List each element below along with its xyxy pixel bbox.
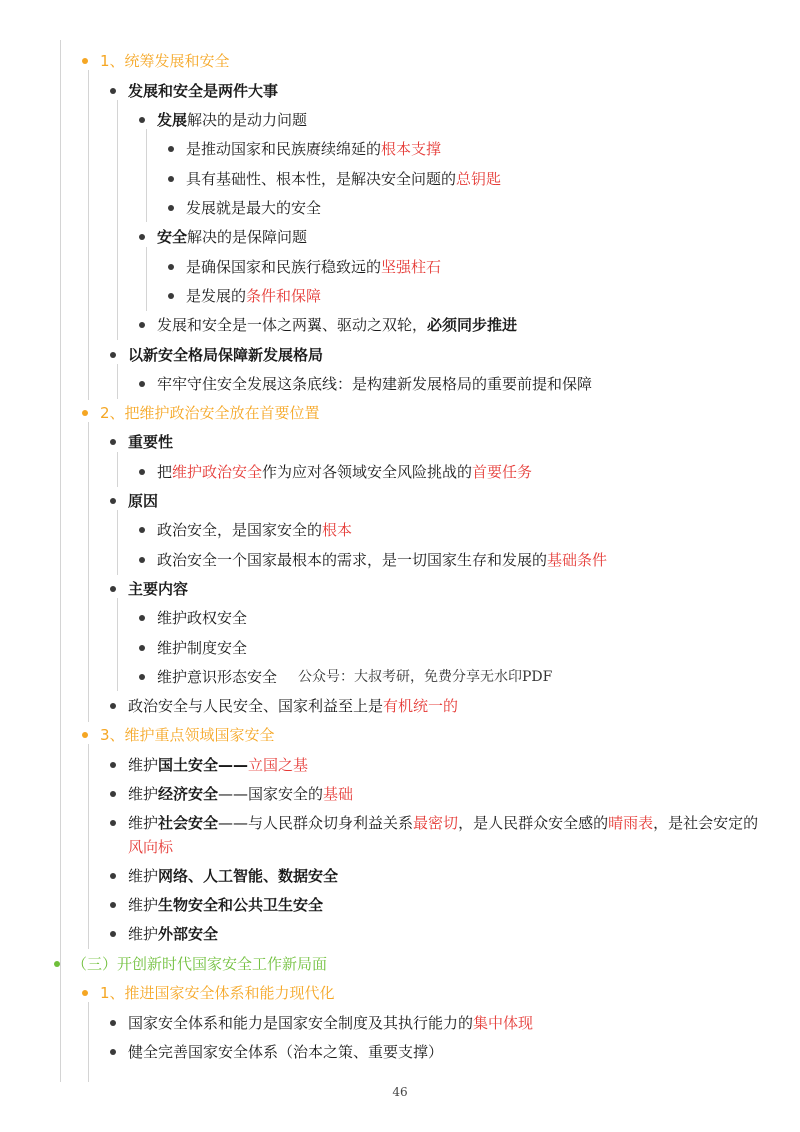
outline-item <box>100 981 335 1005</box>
outline-item <box>128 577 188 601</box>
item-text: 发展就是最大的安全 <box>186 199 322 217</box>
watermark-text: 公众号：大叔考研，免费分享无水印PDF <box>298 669 553 685</box>
outline-guide <box>88 70 89 400</box>
outline-item <box>157 548 607 572</box>
item-text: 网络、人工智能、数据安全 <box>158 867 339 885</box>
item-text: 条件和保障 <box>246 287 322 305</box>
outline-guide <box>117 364 118 399</box>
outline-guide <box>117 452 118 487</box>
outline-guide <box>88 744 89 949</box>
item-text: 维护 <box>128 925 159 943</box>
item-text: 国土安全—— <box>158 756 249 774</box>
outline-item <box>128 1011 533 1035</box>
outline-guide <box>60 40 61 1082</box>
outline-guide <box>117 100 118 340</box>
outline-item <box>128 922 218 946</box>
outline-item <box>128 430 173 454</box>
item-text: 解决的是动力问题 <box>187 111 308 129</box>
bullet-dot <box>168 264 174 270</box>
item-text: 发展和安全是两件大事 <box>128 82 279 100</box>
outline-item <box>128 753 308 777</box>
bullet-dot <box>139 674 145 680</box>
outline-guide <box>88 422 89 722</box>
item-text: 维护政治安全 <box>172 463 263 481</box>
outline-item <box>157 665 277 689</box>
bullet-dot <box>168 176 174 182</box>
item-text: 健全完善国家安全体系（治本之策、重要支撑） <box>128 1043 444 1061</box>
outline-item <box>186 137 441 161</box>
outline-item <box>72 952 327 976</box>
bullet-dot <box>139 322 145 328</box>
outline-guide <box>146 129 147 222</box>
outline-item <box>186 196 321 220</box>
item-text: 解决的是保障问题 <box>187 228 308 246</box>
bullet-dot <box>110 1020 116 1026</box>
outline-item <box>157 518 352 542</box>
item-text: 外部安全 <box>158 925 219 943</box>
item-text: 维护政权安全 <box>157 609 248 627</box>
item-text: 立国之基 <box>248 756 309 774</box>
bullet-dot <box>139 527 145 533</box>
item-text: 生物安全和公共卫生安全 <box>158 896 324 914</box>
bullet-dot <box>110 352 116 358</box>
outline-item <box>128 782 353 806</box>
item-text: 维护 <box>128 756 159 774</box>
bullet-dot <box>110 902 116 908</box>
item-text: 维护 <box>128 896 159 914</box>
page-number: 46 <box>392 1085 408 1099</box>
bullet-dot <box>139 469 145 475</box>
outline-item <box>157 108 307 132</box>
item-text: 重要性 <box>128 433 174 451</box>
bullet-dot <box>168 146 174 152</box>
item-text: 基础 <box>323 785 354 803</box>
outline-item <box>100 723 275 747</box>
outline-item <box>100 401 320 425</box>
item-text: ，是人民群众安全感的 <box>458 814 609 832</box>
outline-item <box>128 1040 443 1064</box>
outline-item <box>128 893 323 917</box>
outline-item <box>157 313 517 337</box>
outline-item <box>157 460 532 484</box>
outline-item <box>128 694 458 718</box>
item-text: 最密切 <box>413 814 459 832</box>
outline-guide <box>88 1002 89 1082</box>
outline-guide <box>117 598 118 691</box>
item-text: 发展 <box>157 111 188 129</box>
bullet-dot <box>110 873 116 879</box>
item-text: 政治安全，是国家安全的 <box>157 521 323 539</box>
item-text: 国家安全体系和能力是国家安全制度及其执行能力的 <box>128 1014 474 1032</box>
item-text: 安全 <box>157 228 188 246</box>
outline-item <box>157 372 592 396</box>
item-text: 必须同步推进 <box>427 316 518 334</box>
outline-item <box>186 284 321 308</box>
bullet-dot <box>82 990 88 996</box>
bullet-dot <box>139 381 145 387</box>
item-text: 1、统筹发展和安全 <box>100 52 230 70</box>
bullet-dot <box>110 762 116 768</box>
item-text: 根本支撑 <box>381 140 442 158</box>
item-text: 具有基础性、根本性，是解决安全问题的 <box>186 170 457 188</box>
outline-item <box>157 636 247 660</box>
bullet-dot <box>168 205 174 211</box>
bullet-dot <box>168 293 174 299</box>
item-text: 维护制度安全 <box>157 639 248 657</box>
bullet-dot <box>82 58 88 64</box>
item-text: 3、维护重点领域国家安全 <box>100 726 275 744</box>
item-text: 维护意识形态安全 <box>157 668 278 686</box>
bullet-dot <box>110 586 116 592</box>
outline-item <box>186 167 501 191</box>
item-text: 政治安全与人民安全、国家利益至上是 <box>128 697 384 715</box>
item-text: 发展和安全是一体之两翼、驱动之双轮， <box>157 316 428 334</box>
bullet-dot <box>110 1049 116 1055</box>
item-text: 2、把维护政治安全放在首要位置 <box>100 404 320 422</box>
outline-item <box>128 864 338 888</box>
bullet-dot <box>139 234 145 240</box>
item-text: 基础条件 <box>547 551 608 569</box>
item-text: 晴雨表 <box>608 814 654 832</box>
outline-item <box>157 225 307 249</box>
bullet-dot <box>110 703 116 709</box>
bullet-dot <box>139 117 145 123</box>
item-text: 首要任务 <box>472 463 533 481</box>
item-text: 以新安全格局保障新发展格局 <box>128 346 324 364</box>
item-text: ，是社会安定的 <box>653 814 759 832</box>
item-text: 牢牢守住安全发展这条底线：是构建新发展格局的重要前提和保障 <box>157 375 593 393</box>
item-text: ——与人民群众切身利益关系 <box>218 814 414 832</box>
item-text: 作为应对各领域安全风险挑战的 <box>262 463 473 481</box>
bullet-dot <box>110 439 116 445</box>
bullet-dot <box>110 820 116 826</box>
item-text: 维护 <box>128 867 159 885</box>
outline-item <box>157 606 247 630</box>
bullet-dot <box>110 498 116 504</box>
outline-item <box>128 343 323 367</box>
item-text: 1、推进国家安全体系和能力现代化 <box>100 984 335 1002</box>
item-text: 是推动国家和民族赓续绵延的 <box>186 140 382 158</box>
item-text: 经济安全 <box>158 785 219 803</box>
outline-item <box>186 255 441 279</box>
item-text: 是确保国家和民族行稳致远的 <box>186 258 382 276</box>
bullet-dot <box>139 557 145 563</box>
bullet-dot <box>139 615 145 621</box>
item-text: 社会安全 <box>158 814 219 832</box>
item-text: 根本 <box>322 521 353 539</box>
item-text: 维护 <box>128 814 159 832</box>
bullet-dot <box>110 931 116 937</box>
item-text: 是发展的 <box>186 287 247 305</box>
item-text: 政治安全一个国家最根本的需求，是一切国家生存和发展的 <box>157 551 548 569</box>
bullet-dot <box>54 961 60 967</box>
bullet-dot <box>110 791 116 797</box>
outline-item <box>128 489 158 513</box>
bullet-dot <box>110 88 116 94</box>
item-text: 总钥匙 <box>456 170 502 188</box>
item-text: 把 <box>157 463 173 481</box>
bullet-dot <box>139 645 145 651</box>
item-text: ——国家安全的 <box>218 785 324 803</box>
bullet-dot <box>82 732 88 738</box>
item-text: 有机统一的 <box>383 697 459 715</box>
item-text: 坚强柱石 <box>381 258 442 276</box>
outline-item <box>128 79 278 103</box>
item-text: 集中体现 <box>473 1014 534 1032</box>
item-text: （三）开创新时代国家安全工作新局面 <box>72 955 328 973</box>
outline-guide <box>117 510 118 575</box>
outline-guide <box>146 247 147 311</box>
item-text: 风向标 <box>128 838 174 856</box>
item-text: 原因 <box>128 492 159 510</box>
outline-item <box>128 811 760 859</box>
item-text: 主要内容 <box>128 580 189 598</box>
outline-item <box>100 49 230 73</box>
item-text: 维护 <box>128 785 159 803</box>
bullet-dot <box>82 410 88 416</box>
